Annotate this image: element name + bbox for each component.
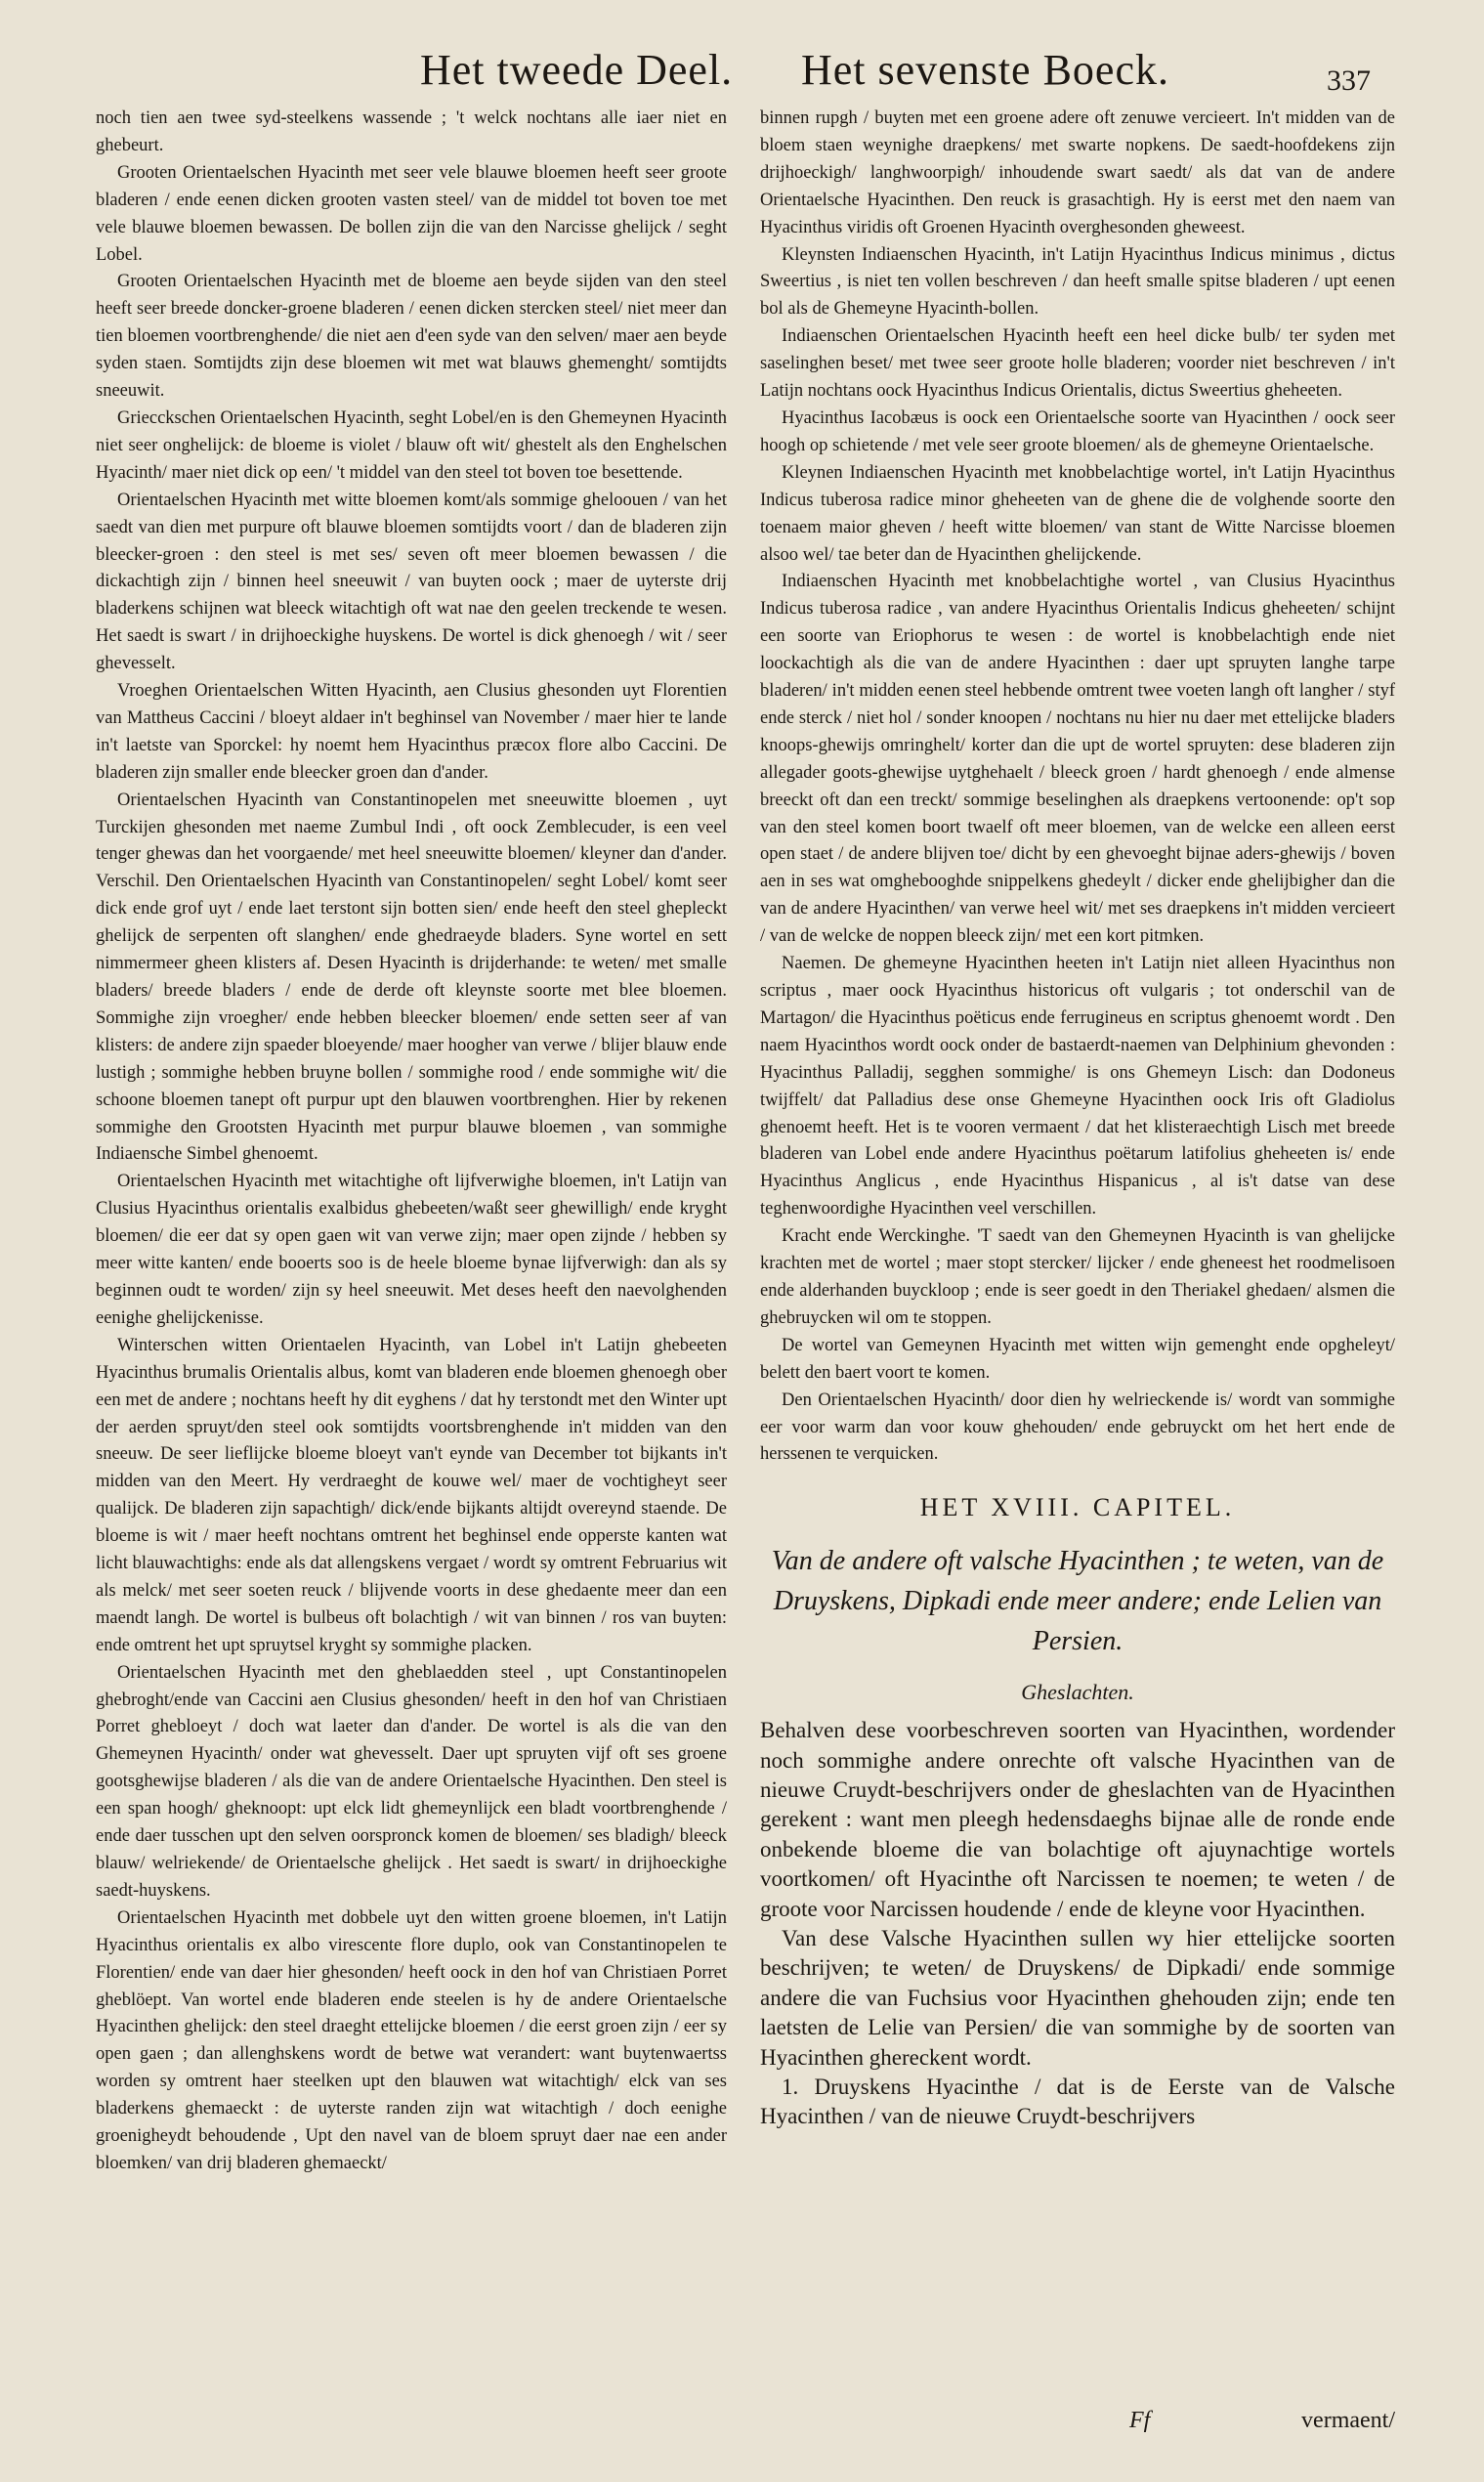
paragraph: Kleynen Indiaenschen Hyacinth met knobbelachtige wortel, in't Latijn Hyacinthus Indicus tuberosa radice minor gheheeten van de ghene die de volghende soorte den toenaem maior gheven / heeft witte bloemen/ van stant de Witte Narcisse bloemen alsoo wel/ tae beter dan de Hyacinthen ghelijckende.	[760, 462, 1395, 565]
paragraph: Winterschen witten Orientaelen Hyacinth, van Lobel in't Latijn ghebeeten Hyacinthus brumalis Orientalis albus, komt van bladeren ende bloemen ghenoegh ober een met de andere ; nochtans heeft hy dit eyghens / dat hy terstondt met den Winter upt der aerden spruyt/den steel ook somtijdts voortsbrenghende in't midden van den sneeuw. De seer lieflijcke bloeme bloeyt van't eynde van December tot bijkants in't midden van den Meert. Hy verdraeght de kouwe wel/ maer de vochtigheyt seer qualijck. De bladeren zijn sapachtigh/ dick/ende bijkants altijdt overeynd staende. De bloeme is wit / maer heeft nochtans omtrent het beghinsel ende opperste kanten wat licht blauwachtighs: ende als dat allengskens vergaet / wordt sy omtrent Februarius wit als melck/ met seer soeten reuck / blijvende voorts in dese ghedaente meer dan een maendt langh. De wortel is bulbeus oft bolachtigh / wit van binnen / ros van buyten: ende omtrent het upt spruytsel kryght sy sommighe placken.	[96, 1335, 727, 1655]
paragraph: Naemen. De ghemeyne Hyacinthen heeten in't Latijn niet alleen Hyacinthus non scriptus , maer oock Hyacinthus historicus oft vulgaris ; tot onderschil van de Martagon/ die Hyacinthus poëticus ende ferrugineus en scriptus ghenoemt wordt . Den naem Hyacinthos wordt oock onder de bastaerdt-naemen van Delphinium ghevonden : Hyacinthus Palladij, segghen sommighe/ is ons Ghemeyn Lisch: dan Dodoneus twijffelt/ dat Palladius dese onse Ghemeyne Hyacinthen oock Iris oft Gladiolus ghenoemt heeft. Het is te vooren vermaent / dat het klisteraechtigh Lisch met breede bladeren van Lobel ende andere Hyacinthus poëtarum latifolius gheheeten is/ ende Hyacinthus Anglicus , ende Hyacinthus Hispanicus , al is't datse van dese teghenwoordighe Hyacinthen veel verschillen.	[760, 954, 1395, 1220]
paragraph: De wortel van Gemeynen Hyacinth met witten wijn gemenght ende opgheleyt/ belett den baert voort te komen.	[760, 1335, 1395, 1383]
paragraph: Griecckschen Orientaelschen Hyacinth, seght Lobel/en is den Ghemeynen Hyacinth niet seer onghelijck: de bloeme is violet / blauw oft wit/ ghestelt als den Enghelschen Hyacinth/ maer niet dick op een/ 't middel van den steel tot boven toe besettende.	[96, 407, 727, 483]
running-head-part: Het tweede Deel.	[420, 46, 734, 94]
paragraph: Hyacinthus Iacobæus is oock een Orientaelsche soorte van Hyacinthen / oock seer hoogh op schietende / met vele seer groote bloemen/ als de ghemeyne Orientaelsche.	[760, 407, 1395, 455]
signature-mark: Ff	[1129, 2408, 1151, 2433]
paragraph: Indiaenschen Hyacinth met knobbelachtighe wortel , van Clusius Hyacinthus Indicus tuberosa radice , van andere Hyacinthus Orientalis Indicus gheheeten/ schijnt een soorte van Eriophorus te wesen : de wortel is knobbelachtigh ende niet loockachtigh als die van de andere Hyacinthen : daer upt spruyten langhe tarpe bladeren/ in't midden eenen steel hebbende omtrent twee voeten langh oft langher / styf ende sterck / niet hol / sonder knoopen / nochtans nu hier nu daer met ettelijcke bladers knoops-ghewijs omringhelt/ korter dan die upt de wortel spruyten: dese bladeren zijn allegader goots-ghewijse uytghehaelt / bleeck groen / hardt ghenoegh / ende almense breeckt oft dan een treckt/ sommige beselinghen als draepkens vertoonende: op't sop van den steel komen boort twaelf oft meer bloemen, van de welcke een alleen eerst open staet / de andere blijven toe/ dicht by een ghevoeght bijnae aders-ghewijs / boven aen in ses wat omghebooghde snippelkens ghedeylt / dicker ende ghelijbigher dan die van de andere Hyacinthen/ van verwe heel wit/ met ses draepkens in't midden vercieert / van de welcke de noppen bleeck zijn/ met een kort pitmken.	[760, 572, 1395, 947]
running-head-book: Het sevenste Boeck.	[801, 46, 1169, 94]
paragraph: Vroeghen Orientaelschen Witten Hyacinth, aen Clusius ghesonden uyt Florentien van Mattheus Caccini / bloeyt aldaer in't beghinsel van November / maer hier te lande in't laetste van Sporckel: hy noemt hem Hyacinthus præcox flore albo Caccini. De bladeren zijn smaller ende bleecker groen dan d'ander.	[96, 681, 727, 783]
catchword: vermaent/	[1301, 2408, 1395, 2433]
paragraph: noch tien aen twee syd-steelkens wassende ; 't welck nochtans alle iaer niet en ghebeurt.	[96, 108, 727, 155]
page-footer	[760, 2406, 1395, 2445]
page-number: 337	[1327, 64, 1371, 97]
paragraph: Orientaelschen Hyacinth met dobbele uyt den witten groene bloemen, in't Latijn Hyacinthus orientalis ex albo virescente flore duplo, ook van Constantinopelen te Florentien/ ende van daer hier ghesonden/ heeft oock in den hof van Christiaen Porret gheblöept. Van wortel ende bladeren ende steelen is hy de andere Orientaelsche Hyacinthen ghelijck: den steel draeght ettelijcke bloemen / die eerst groen zijn / eer sy open gaen ; dan allenghskens wordt de betwe wat verandert: want buytenwaertss worden sy omtrent haer steelken upt den blauwen wat witachtigh/ elck van ses bladerkens ghemaeckt : de uyterste randen zijn wat witachtigh / doch eenighe groenigheydt behoudende , Upt den navel van de bloem spruyt daer nae een ander bloemken/ van drij bladeren ghemaeckt/	[96, 1907, 727, 2173]
paragraph: Kleynsten Indiaenschen Hyacinth, in't Latijn Hyacinthus Indicus minimus , dictus Sweertius , is niet ten vollen beschreven / dan heeft smalle spitse bladeren / upt eenen bol als de Ghemeyne Hyacinth-bollen.	[760, 244, 1395, 320]
opening-paragraph: Behalven dese voorbeschreven soorten van Hyacinthen, wordender noch sommighe andere onrechte oft valsche Hyacinthen van de nieuwe Cruydt-beschrijvers onder de gheslachten van de Hyacinthen gerekent : want men pleegh hedensdaeghs bijnae alle de ronde ende onbekende bloeme die van bolachtige oft ajuynachtige wortels voortkomen/ oft Hyacinthe oft Narcissen te noemen; te weten / de groote voor Narcissen houdende / ende de kleyne voor Hyacinthen.	[760, 1718, 1395, 1921]
paragraph: Orientaelschen Hyacinth met den gheblaedden steel , upt Constantinopelen ghebroght/ende van Caccini aen Clusius ghesonden/ heeft in den hof van Christiaen Porret ghebloeyt / doch wat laeter dan d'ander. De wortel is als die van den Ghemeynen Hyacinth/ onder wat ghevesselt. Daer upt spruyten vijf oft ses groene gootsghewijse bladeren / als die van de andere Orientaelsche Hyacinthen. Den steel is een span hoogh/ gheknoopt: upt elck lidt ghemeynlijck een bladt voortbrenghende / ende daer tusschen upt den selven oorspronck komen de bloemen/ ses bladigh/ bleeck blauw/ welriekende/ de Orientaelsche ghelijck . Het saedt is swart/ in drijhoeckighe saedt-huyskens.	[96, 1662, 727, 1901]
paragraph: Van dese Valsche Hyacinthen sullen wy hier ettelijcke soorten beschrijven; te weten/ de Druyskens/ de Dipkadi/ ende sommige andere die van Fuchsius voor Hyacinthen ghehouden zijn; ende ten laetsten de Lelie van Persien/ die van sommighe by de soorten van Hyacinthen ghereckent wordt.	[760, 1925, 1395, 2070]
chapter-title: Van de andere oft valsche Hyacinthen ; te weten, van de Druyskens, Dipkadi ende meer andere; ende Lelien van Persien.	[771, 1546, 1384, 1657]
paragraph: Indiaenschen Orientaelschen Hyacinth heeft een heel dicke bulb/ ter syden met saselinghen beset/ met twee seer groote holle bladeren; voorder niet beschreven / in't Latijn nochtans oock Hyacinthus Indicus Orientalis, dictus Sweertius gheheeten.	[760, 326, 1395, 402]
right-column	[760, 106, 1395, 2132]
paragraph: Orientaelschen Hyacinth van Constantinopelen met sneeuwitte bloemen , uyt Turckijen ghesonden met naeme Zumbul Indi , oft oock Zemblecuder, is een veel tenger ghewas dan het voorgaende/ met heel sneeuwitte bloemen/ kleyner dan d'ander. Verschil. Den Orientaelschen Hyacinth van Constantinopelen/ seght Lobel/ komt seer dick ende grof uyt / ende laet terstont sijn botten sien/ ende heeft den steel ghepleckt ghelijck de serpenten oft slanghen/ ende ghedraeyde bladers. Syne wortel en sett nimmermeer gheen klisters af. Desen Hyacinth is drijderhande: te weten/ met smalle bladers/ breede bladers / ende de derde oft kleynste soorte met blee bloemen. Sommighe zijn vroegher/ ende hebben bleecker bloemen/ ende setten seer af van klisters: de andere zijn spaeder bloeyende/ maer hoogher van verwe / blijer blauw ende lustigh ; sommighe hebben bruyne bollen / sommighe rood / ende sommighe wit/ die schoone bloemen tanept oft purpur upt den blauwen voortbrenghen. Hier by rekenen sommighe den Grootsten Hyacinth met purpur blauwe bloemen , van sommighe Indiaensche Simbel ghenoemt.	[96, 790, 727, 1165]
paragraph: Grooten Orientaelschen Hyacinth met de bloeme aen beyde sijden van den steel heeft seer breede doncker-groene bladeren / eenen dicken stercken steel/ niet meer dan tien bloemen voortbrenghende/ die niet aen d'een syde van den selven/ maer aen beyde syden staen. Somtijdts zijn dese bloemen wit met wat blauws ghemenght/ somtijdts sneeuwit.	[96, 272, 727, 402]
paragraph: Orientaelschen Hyacinth met witachtighe oft lijfverwighe bloemen, in't Latijn van Clusius Hyacinthus orientalis exalbidus ghebeeten/waßt seer ghewilligh/ ende kryght bloemen/ die eer dat sy open gaen wit van verwe zijn; maer open zijnde / hebben sy meer witte kanten/ ende booerts soo is de heele bloeme bynae lijfverwigh: dan als sy beginnen oudt te worden/ zijn sy heel sneeuwit. Met deses heeft den naevolghenden eenighe ghelijckenisse.	[96, 1172, 727, 1328]
paragraph: binnen rupgh / buyten met een groene adere oft zenuwe vercieert. In't midden van de bloem staen weynighe draepkens/ met swarte nopkens. De saedt-hoofdekens zijn drijhoeckigh/ langhwoorpigh/ inhoudende swart saedt/ als dat van de andere Orientaelsche Hyacinthen. Den reuck is grasachtigh. Hy is eerst met den naem van Hyacinthus viridis oft Groenen Hyacinth overghesonden gheweest.	[760, 108, 1395, 237]
paragraph: Orientaelschen Hyacinth met witte bloemen komt/als sommige gheloouen / van het saedt van dien met purpure oft blauwe bloemen somtijdts voort / dan de bladeren zijn bleecker-groen : den steel is met ses/ seven oft meer bloemen bewassen / die dickachtigh zijn / binnen heel sneeuwit / van buyten oock ; maer de uyterste drij bladerkens schijnen wat bleeck witachtigh oft wat nae den geelen treckende te wesen. Het saedt is swart / in drijhoeckighe huyskens. De wortel is dick ghenoegh / wit / seer ghevesselt.	[96, 490, 727, 674]
paragraph: Den Orientaelschen Hyacinth/ door dien hy welrieckende is/ wordt van sommighe eer voor warm dan voor kouw ghehouden/ ende gebruyckt om het hert ende de herssenen te verquicken.	[760, 1390, 1395, 1465]
page-header	[0, 37, 1484, 106]
chapter-heading: HET XVIII. CAPITEL.	[919, 1493, 1236, 1522]
section-label: Gheslachten.	[1021, 1680, 1134, 1705]
paragraph: 1. Druyskens Hyacinthe / dat is de Eerste van de Valsche Hyacinthen / van de nieuwe Cruydt-beschrijvers	[760, 2075, 1395, 2129]
paragraph: Kracht ende Werckinghe. 'T saedt van den Ghemeynen Hyacinth is van ghelijcke krachten met de wortel ; maer stopt stercker/ lijcker / ende gheneest het roodmelisoen ende alderhanden buyckloop ; ende is seer goedt in den Theriakel ghedaen/ alsmen die ghebruycken wil om te stoppen.	[760, 1226, 1395, 1328]
left-column	[96, 106, 727, 2178]
paragraph: Grooten Orientaelschen Hyacinth met seer vele blauwe bloemen heeft seer groote bladeren / ende eenen dicken grooten vasten steel/ van de middel tot boven toe met vele blauwe bloemen bewassen. De bollen zijn die van den Narcisse ghelijck / seght Lobel.	[96, 162, 727, 265]
